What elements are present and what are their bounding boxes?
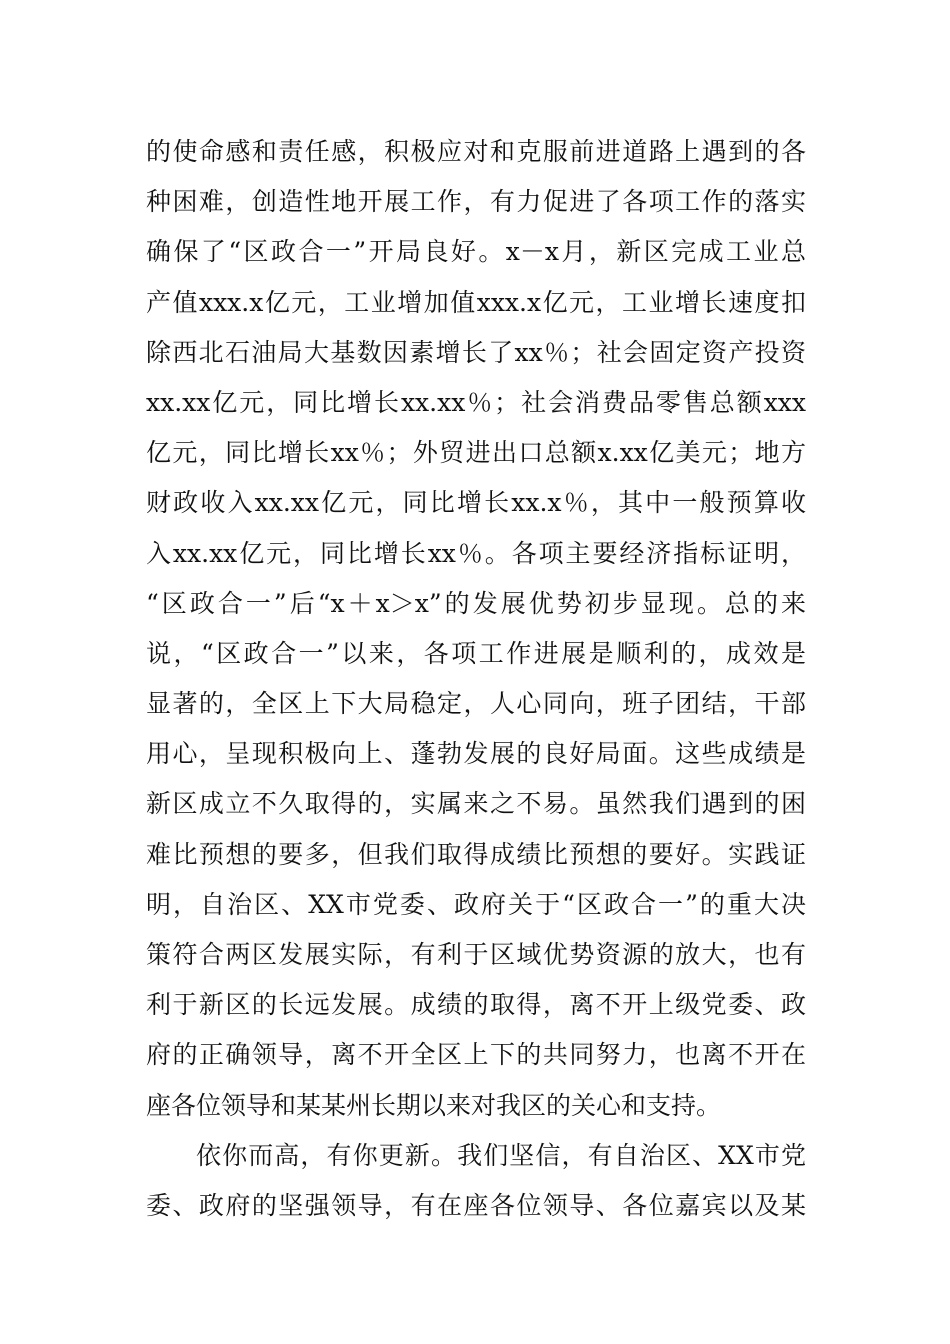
text-line: 入xx.xx亿元，同比增长xx％。各项主要经济指标证明，	[146, 538, 806, 568]
text-line: 新区成立不久取得的，实属来之不易。虽然我们遇到的困	[146, 789, 806, 819]
text-line: 利于新区的长远发展。成绩的取得，离不开上级党委、政	[146, 990, 806, 1020]
text-line: 产值xxx.x亿元，工业增加值xxx.x亿元，工业增长速度扣	[146, 287, 806, 317]
text-line: 亿元，同比增长xx％；外贸进出口总额x.xx亿美元；地方	[146, 438, 806, 468]
text-line: 说，“区政合一”以来，各项工作进展是顺利的，成效是	[146, 638, 806, 668]
text-line: 委、政府的坚强领导，有在座各位领导、各位嘉宾以及某	[146, 1190, 806, 1220]
text-line: 种困难，创造性地开展工作，有力促进了各项工作的落实	[146, 187, 806, 217]
text-line: 难比预想的要多，但我们取得成绩比预想的要好。实践证	[146, 839, 806, 869]
text-line: 府的正确领导，离不开全区上下的共同努力，也离不开在	[146, 1040, 806, 1070]
text-line: 确保了“区政合一”开局良好。x－x月，新区完成工业总	[146, 237, 806, 267]
text-line: 明，自治区、XX市党委、政府关于“区政合一”的重大决	[146, 889, 806, 919]
text-line: xx.xx亿元，同比增长xx.xx％；社会消费品零售总额xxx	[146, 387, 806, 417]
text-line: 用心，呈现积极向上、蓬勃发展的良好局面。这些成绩是	[146, 739, 806, 769]
paragraph-end-line: 座各位领导和某某州长期以来对我区的关心和支持。	[146, 1090, 722, 1120]
text-line: 财政收入xx.xx亿元，同比增长xx.x％，其中一般预算收	[146, 488, 806, 518]
paragraph-start-line: 依你而高，有你更新。我们坚信，有自治区、XX市党	[196, 1140, 806, 1170]
text-line: 策符合两区发展实际，有利于区域优势资源的放大，也有	[146, 940, 806, 969]
text-line: 除西北石油局大基数因素增长了xx％；社会固定资产投资	[146, 337, 806, 367]
text-line: “区政合一”后“x＋x＞x”的发展优势初步显现。总的来	[146, 588, 806, 618]
text-line: 的使命感和责任感，积极应对和克服前进道路上遇到的各	[146, 137, 806, 166]
body-text	[146, 127, 806, 1231]
text-line: 显著的，全区上下大局稳定，人心同向，班子团结，干部	[146, 689, 806, 719]
